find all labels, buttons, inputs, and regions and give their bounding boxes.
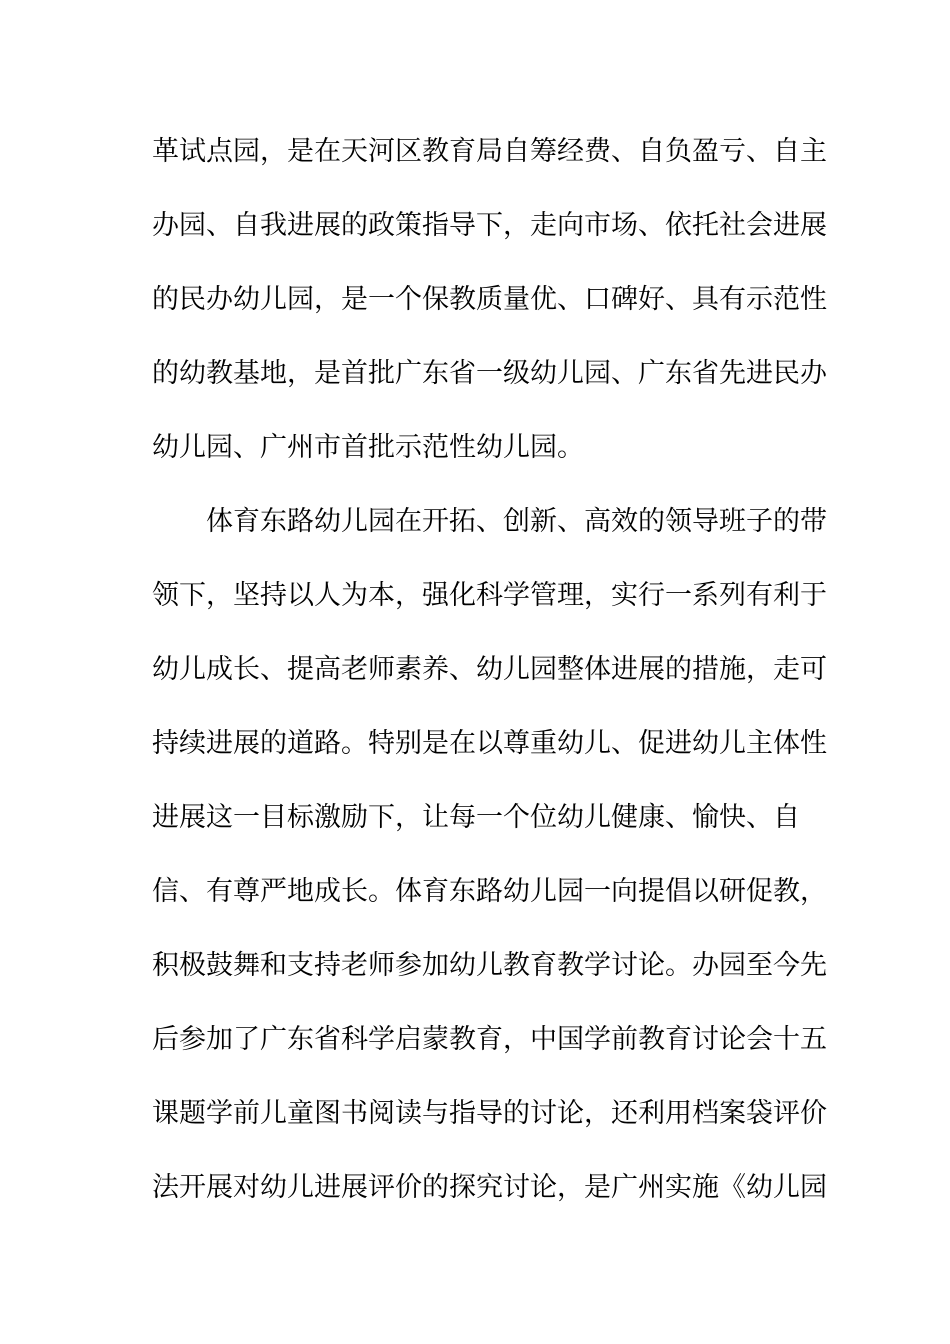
text-line: 革试点园，是在天河区教育局自筹经费、自负盈亏、自主 [152,136,827,167]
text-line: 的幼教基地，是首批广东省一级幼儿园、广东省先进民办 [152,358,827,389]
text-line: 后参加了广东省科学启蒙教育，中国学前教育讨论会十五 [152,1024,827,1055]
text-line: 信、有尊严地成长。体育东路幼儿园一向提倡以研促教， [152,876,827,907]
text-line: 幼儿成长、提高老师素养、幼儿园整体进展的措施，走可 [152,654,827,685]
text-line: 办园、自我进展的政策指导下，走向市场、依托社会进展 [152,210,827,241]
text-line: 持续进展的道路。特别是在以尊重幼儿、促进幼儿主体性 [152,728,827,759]
text-line: 进展这一目标激励下，让每一个位幼儿健康、愉快、自 [152,802,800,833]
text-line: 课题学前儿童图书阅读与指导的讨论，还利用档案袋评价 [152,1098,827,1129]
paragraph-first-line: 体育东路幼儿园在开拓、创新、高效的领导班子的带 [206,506,827,537]
text-line: 幼儿园、广州市首批示范性幼儿园。 [152,432,584,463]
text-line: 领下，坚持以人为本，强化科学管理，实行一系列有利于 [152,580,827,611]
text-line: 法开展对幼儿进展评价的探究讨论，是广州实施《幼儿园 [152,1172,827,1203]
text-line: 的民办幼儿园，是一个保教质量优、口碑好、具有示范性 [152,284,827,315]
body-text [152,115,827,1225]
text-line: 积极鼓舞和支持老师参加幼儿教育教学讨论。办园至今先 [152,950,827,981]
